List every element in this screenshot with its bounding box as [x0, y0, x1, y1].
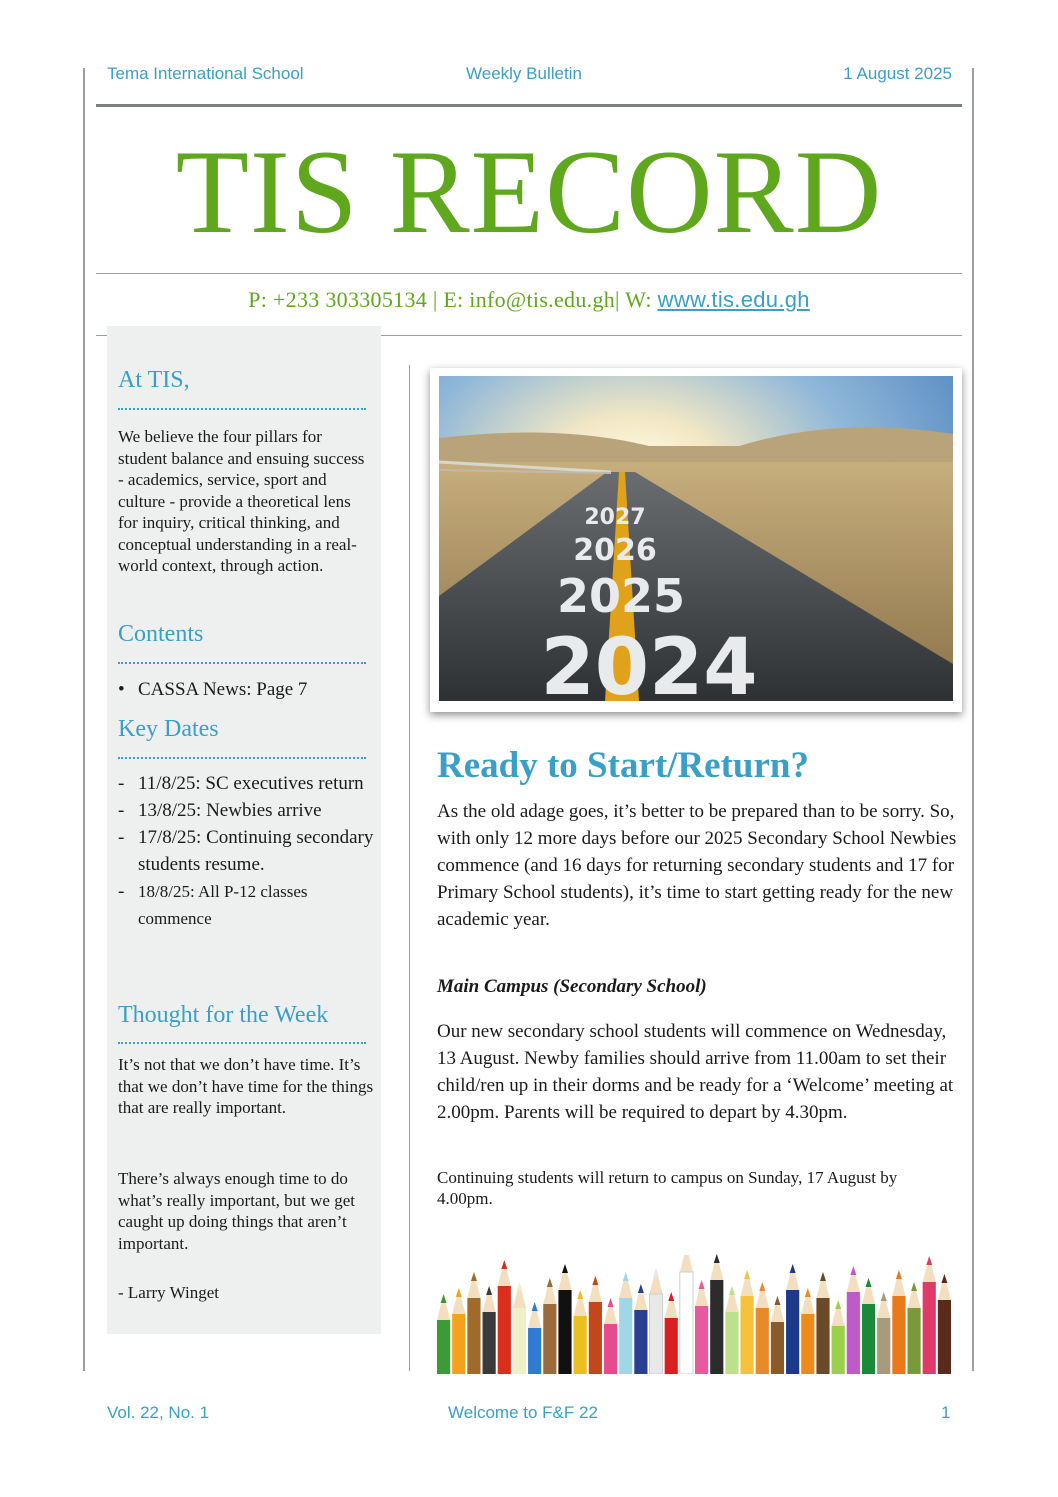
list-item: • CASSA News: Page 7	[118, 679, 308, 700]
dotted-rule	[118, 757, 366, 759]
year-label: 2025	[556, 569, 686, 623]
pencil-lead	[486, 1286, 492, 1295]
pencil-body	[574, 1316, 587, 1374]
thought-paragraph-2: There’s always enough time to do what’s really important, but we get caught up doing things that aren’t important.	[118, 1169, 355, 1253]
pencil-body	[741, 1296, 754, 1374]
pencil-body	[452, 1314, 465, 1374]
pencil-lead	[896, 1270, 902, 1279]
coloured-pencils-illustration	[436, 1242, 952, 1374]
dotted-rule	[118, 1042, 366, 1044]
header-publication: Weekly Bulletin	[466, 64, 582, 83]
pencil-body	[938, 1300, 951, 1374]
footer-volume: Vol. 22, No. 1	[107, 1403, 210, 1422]
pencil-body	[725, 1312, 738, 1374]
pencil-lead	[456, 1288, 462, 1297]
pencil-lead	[790, 1264, 796, 1273]
pencil-lead	[699, 1280, 705, 1289]
pencil-lead	[501, 1260, 507, 1269]
pencil-lead	[471, 1272, 477, 1281]
pencil-lead	[683, 1246, 689, 1255]
masthead-title: TIS RECORD	[175, 125, 883, 258]
pencil-lead	[774, 1296, 780, 1305]
contact-line	[96, 287, 962, 313]
pencil-lead	[668, 1292, 674, 1301]
pencil-body	[467, 1298, 480, 1374]
pencil-body	[680, 1272, 693, 1374]
pencil-lead	[441, 1294, 447, 1303]
pencil-body	[589, 1302, 602, 1374]
pencil-body	[710, 1280, 723, 1374]
list-item: - 17/8/25: Continuing secondary students resume.	[118, 827, 374, 875]
thought-author: - Larry Winget	[118, 1283, 219, 1302]
pencil-body	[877, 1318, 890, 1374]
road-photo	[430, 368, 962, 712]
header-school: Tema International School	[107, 64, 304, 83]
sidebar-at-tis-text: We believe the four pillars for student balance and ensuing success - academics, service, sport and culture - provide a theoretical lens for inquiry, critical thinking, and conceptual understanding in a real-world context, through action.	[118, 427, 365, 575]
header-date: 1 August 2025	[843, 64, 952, 83]
list-item: - 11/8/25: SC executives return	[118, 773, 364, 794]
header-rule	[96, 104, 962, 107]
pencil-lead	[866, 1278, 872, 1287]
pencil-lead	[532, 1302, 538, 1311]
pencil-lead	[759, 1282, 765, 1291]
pencil-lead	[729, 1286, 735, 1295]
pencil-body	[862, 1304, 875, 1374]
pencil-body	[892, 1296, 905, 1374]
pencil-body	[756, 1308, 769, 1374]
road-illustration	[439, 376, 953, 701]
pencil-body	[558, 1290, 571, 1374]
pencil-lead	[516, 1282, 522, 1291]
list-item: - 13/8/25: Newbies arrive	[118, 800, 322, 821]
pencil-body	[923, 1282, 936, 1374]
pencil-lead	[577, 1290, 583, 1299]
pencil-body	[498, 1286, 511, 1374]
pencil-body	[634, 1310, 647, 1374]
pencil-body	[483, 1312, 496, 1374]
contents-list	[118, 676, 374, 703]
pencil-body	[832, 1326, 845, 1374]
pencil-lead	[714, 1254, 720, 1263]
article-paragraph-1: As the old adage goes, it’s better to be prepared than to be sorry. So, with only 12 more days before our 2025 Secondary School Newbies commence (and 16 days for returning secondary students and 17 for Primary School students), it’s time to start getting ready for the new academic year.	[437, 801, 957, 930]
article-paragraph-2: Our new secondary school students will commence on Wednesday, 13 August. Newby families should arrive from 11.00am to set their child/ren up in their dorms and be ready for a ‘Welcome’ meeting at 2.00pm. Parents will be required to depart by 4.30pm.	[437, 1021, 954, 1123]
pencil-lead	[941, 1274, 947, 1283]
sidebar-heading-at-tis: At TIS,	[118, 367, 190, 393]
year-label: 2026	[573, 533, 657, 568]
article-title: Ready to Start/Return?	[437, 745, 810, 786]
footer-center: Welcome to F&F 22	[448, 1403, 598, 1422]
year-label: 2024	[540, 623, 758, 701]
pencil-body	[543, 1304, 556, 1374]
pencil-body	[437, 1320, 450, 1374]
key-dates-list	[118, 770, 374, 932]
pencil-body	[771, 1322, 784, 1374]
pencil-body	[528, 1328, 541, 1374]
pencil-lead	[926, 1256, 932, 1265]
pencil-lead	[623, 1272, 629, 1281]
pencil-lead	[562, 1264, 568, 1273]
thought-paragraph-1: It’s not that we don’t have time. It’s that we don’t have time for the things that are really important.	[118, 1055, 374, 1117]
sidebar-heading-key-dates: Key Dates	[118, 716, 219, 742]
pencil-lead	[638, 1284, 644, 1293]
sidebar-heading-contents: Contents	[118, 621, 204, 647]
list-item: - 18/8/25: All P-12 classes commence	[118, 881, 308, 928]
year-label: 2027	[584, 505, 646, 530]
pencil-body	[619, 1298, 632, 1374]
pencil-lead	[911, 1282, 917, 1291]
column-divider	[409, 365, 410, 1371]
website-link[interactable]: www.tis.edu.gh	[657, 287, 810, 312]
pencil-lead	[653, 1268, 659, 1277]
pencil-body	[513, 1308, 526, 1374]
pencil-body	[847, 1292, 860, 1374]
pencil-lead	[608, 1298, 614, 1307]
pencil-body	[786, 1290, 799, 1374]
pencil-body	[816, 1298, 829, 1374]
footer-page-number: 1	[941, 1403, 951, 1422]
pencil-lead	[835, 1300, 841, 1309]
pencil-body	[801, 1314, 814, 1374]
dotted-rule	[118, 662, 366, 664]
pencil-body	[907, 1308, 920, 1374]
right-page-rule	[972, 68, 974, 1371]
pencil-lead	[805, 1288, 811, 1297]
dotted-rule	[118, 408, 366, 410]
article-paragraph-3: Continuing students will return to campus on Sunday, 17 August by 4.00pm.	[437, 1168, 898, 1208]
left-page-rule	[83, 68, 85, 1371]
article-subheading: Main Campus (Secondary School)	[437, 976, 707, 997]
sidebar-heading-thought: Thought for the Week	[118, 1002, 329, 1028]
pencil-lead	[820, 1272, 826, 1281]
pencil-lead	[592, 1276, 598, 1285]
pencil-lead	[850, 1266, 856, 1275]
pencil-lead	[744, 1270, 750, 1279]
pencil-body	[649, 1294, 662, 1374]
pencil-lead	[547, 1278, 553, 1287]
pencil-lead	[881, 1292, 887, 1301]
masthead-rule	[96, 273, 962, 274]
pencil-body	[695, 1306, 708, 1374]
pencil-body	[604, 1324, 617, 1374]
pencil-body	[665, 1318, 678, 1374]
contact-text: P: +233 303305134 | E: info@tis.edu.gh| W:	[248, 287, 652, 312]
